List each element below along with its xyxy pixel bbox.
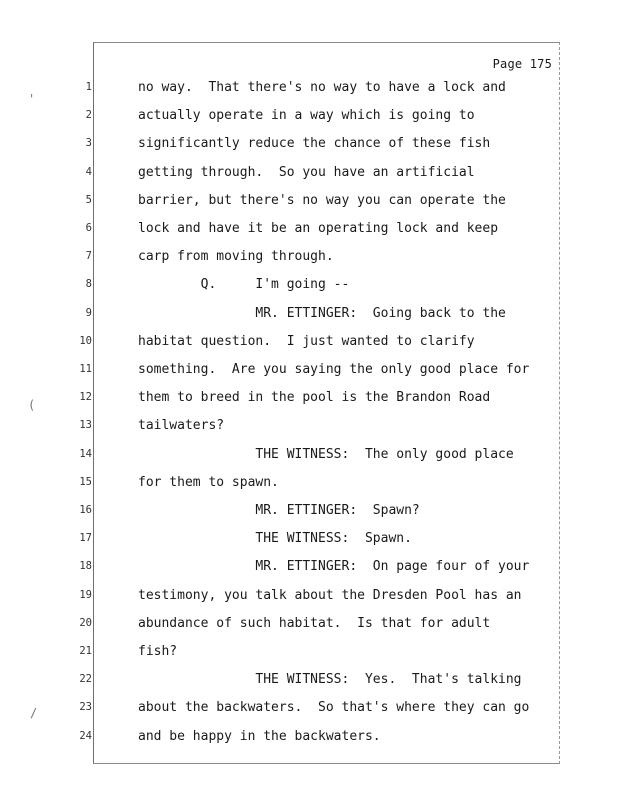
line-number: 10 [79, 335, 92, 347]
transcript-line: tailwaters? [138, 418, 225, 433]
line-number: 23 [79, 701, 92, 713]
margin-mark-top: ' [28, 92, 36, 106]
transcript-line: Q. I'm going -- [138, 277, 350, 292]
line-number: 18 [79, 560, 92, 572]
transcript-line: MR. ETTINGER: Going back to the [138, 306, 506, 321]
line-number: 15 [79, 476, 92, 488]
line-number: 16 [79, 504, 92, 516]
line-number: 17 [79, 532, 92, 544]
transcript-line: THE WITNESS: Spawn. [138, 531, 412, 546]
line-number: 9 [85, 307, 92, 319]
transcript-line: and be happy in the backwaters. [138, 729, 381, 744]
line-number: 21 [79, 645, 92, 657]
transcript-line: about the backwaters. So that's where they can go [138, 700, 530, 715]
transcript-line: for them to spawn. [138, 475, 279, 490]
line-number: 8 [85, 278, 92, 290]
line-number: 11 [79, 363, 92, 375]
margin-mark-middle: ( [28, 398, 36, 412]
transcript-line: barrier, but there's no way you can operate the [138, 193, 506, 208]
transcript-line: no way. That there's no way to have a lock and [138, 80, 506, 95]
transcript-line: abundance of such habitat. Is that for adult [138, 616, 491, 631]
transcript-line: significantly reduce the chance of these fish [138, 136, 491, 151]
transcript-line: fish? [138, 644, 178, 659]
line-number: 24 [79, 730, 92, 742]
transcript-line: actually operate in a way which is going to [138, 108, 475, 123]
line-number: 19 [79, 589, 92, 601]
transcript-line: MR. ETTINGER: Spawn? [138, 503, 420, 518]
line-number: 20 [79, 617, 92, 629]
line-number: 2 [85, 109, 92, 121]
line-number: 1 [85, 81, 92, 93]
line-number: 3 [85, 137, 92, 149]
line-number: 13 [79, 419, 92, 431]
line-number: 7 [85, 250, 92, 262]
transcript-line: something. Are you saying the only good place for [138, 362, 530, 377]
transcript-line: THE WITNESS: The only good place [138, 447, 514, 462]
line-number: 14 [79, 448, 92, 460]
transcript-line: lock and have it be an operating lock and keep [138, 221, 499, 236]
transcript-line: them to breed in the pool is the Brandon Road [138, 390, 491, 405]
transcript-line: THE WITNESS: Yes. That's talking [138, 672, 522, 687]
transcript-line: MR. ETTINGER: On page four of your [138, 559, 530, 574]
line-number: 6 [85, 222, 92, 234]
line-number: 12 [79, 391, 92, 403]
line-number: 4 [85, 166, 92, 178]
transcript-line: testimony, you talk about the Dresden Pool has an [138, 588, 522, 603]
line-number: 22 [79, 673, 92, 685]
transcript-line: getting through. So you have an artificial [138, 165, 475, 180]
transcript-line: carp from moving through. [138, 249, 334, 264]
margin-mark-bottom: / [30, 706, 38, 720]
page-number: Page 175 [492, 57, 552, 71]
transcript-line: habitat question. I just wanted to clarify [138, 334, 475, 349]
line-number: 5 [85, 194, 92, 206]
